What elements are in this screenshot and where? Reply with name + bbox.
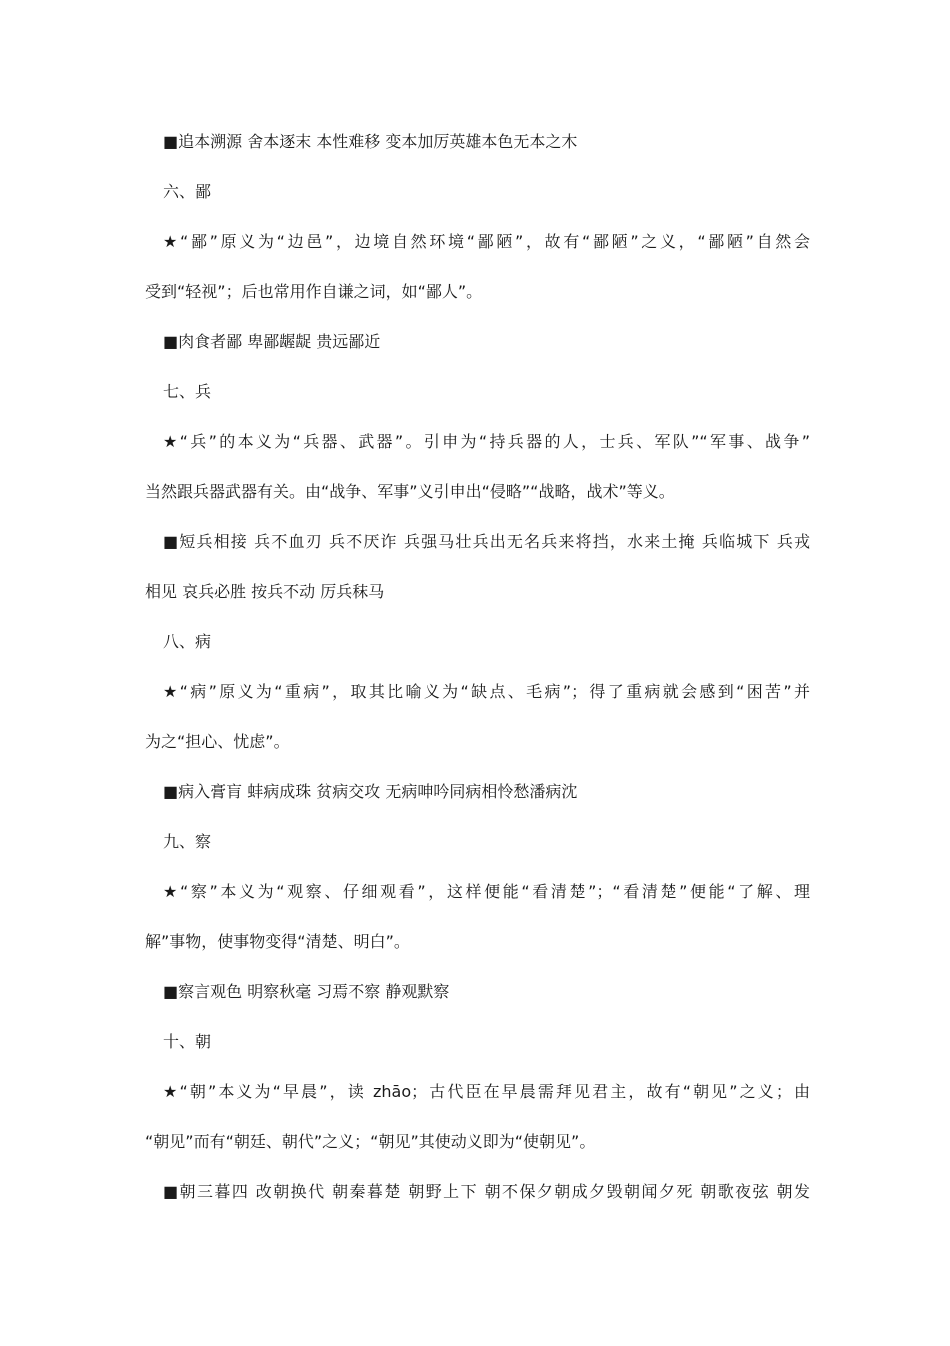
definition-cha-line-1: ★“察”本义为“观察、仔细观看”，这样便能“看清楚”；“看清楚”便能“了解、理 — [163, 882, 810, 901]
section-heading-chao: 十、朝 — [163, 1032, 212, 1051]
idiom-list-cha: ■察言观色 明察秋毫 习焉不察 静观默察 — [163, 982, 450, 1001]
idiom-list-bi: ■肉食者鄙 卑鄙龌龊 贵远鄙近 — [163, 332, 381, 351]
definition-bing-line-1: ★“兵”的本义为“兵器、武器”。引申为“持兵器的人，士兵、军队”“军事、战争” — [163, 432, 810, 451]
definition-bing-illness-line-1: ★“病”原义为“重病”，取其比喻义为“缺点、毛病”；得了重病就会感到“困苦”并 — [163, 682, 810, 701]
definition-chao-line-2: “朝见”而有“朝廷、朝代”之义；“朝见”其使动义即为“使朝见”。 — [145, 1132, 596, 1151]
section-heading-bing-illness: 八、病 — [163, 632, 212, 651]
definition-chao-line-1: ★“朝”本义为“早晨”，读 zhāo；古代臣在早晨需拜见君主，故有“朝见”之义；由 — [163, 1082, 810, 1101]
definition-bi-line-1: ★“鄙”原义为“边邑”，边境自然环境“鄙陋”，故有“鄙陋”之义，“鄙陋”自然会 — [163, 232, 810, 251]
idiom-list-bing-illness: ■病入膏肓 蚌病成珠 贫病交攻 无病呻吟同病相怜愁潘病沈 — [163, 782, 578, 801]
idiom-list-bing-line-2: 相见 哀兵必胜 按兵不动 厉兵秣马 — [145, 582, 385, 601]
definition-bi-line-2: 受到“轻视”；后也常用作自谦之词，如“鄙人”。 — [145, 282, 483, 301]
section-heading-cha: 九、察 — [163, 832, 212, 851]
section-heading-bi: 六、鄙 — [163, 182, 212, 201]
idiom-list-bing-line-1: ■短兵相接 兵不血刃 兵不厌诈 兵强马壮兵出无名兵来将挡，水来土掩 兵临城下 兵戎 — [163, 532, 810, 551]
idiom-list-chao: ■朝三暮四 改朝换代 朝秦暮楚 朝野上下 朝不保夕朝成夕毁朝闻夕死 朝歌夜弦 朝发 — [163, 1182, 810, 1201]
definition-bing-line-2: 当然跟兵器武器有关。由“战争、军事”义引申出“侵略”“战略，战术”等义。 — [145, 482, 675, 501]
definition-bing-illness-line-2: 为之“担心、忧虑”。 — [145, 732, 290, 751]
section-heading-bing: 七、兵 — [163, 382, 212, 401]
idiom-list-ben: ■追本溯源 舍本逐末 本性难移 变本加厉英雄本色无本之木 — [163, 132, 578, 151]
definition-cha-line-2: 解”事物，使事物变得“清楚、明白”。 — [145, 932, 410, 951]
